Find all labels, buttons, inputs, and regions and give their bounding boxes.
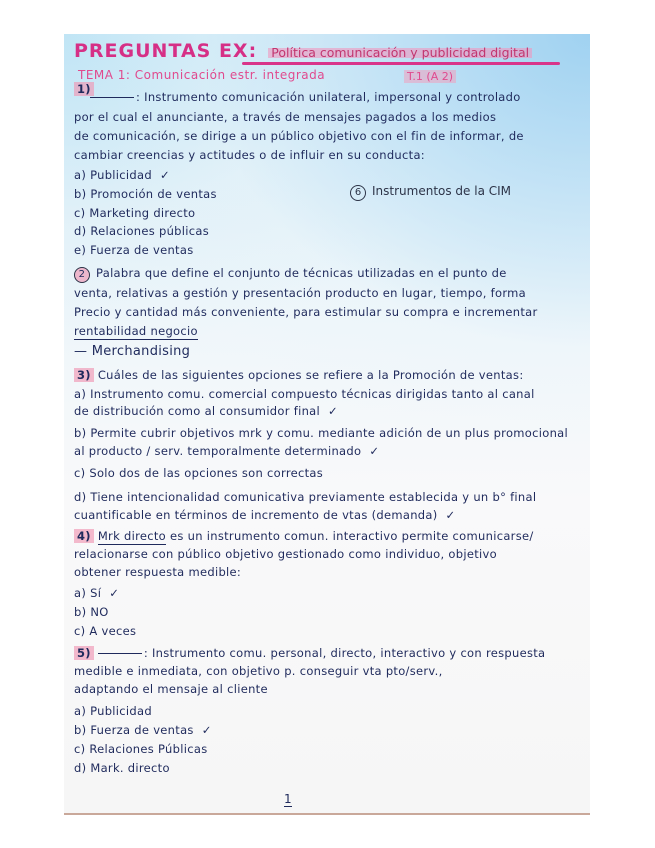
title-subject: Política comunicación y publicidad digital xyxy=(268,45,532,60)
option-1c: c) Marketing directo xyxy=(74,206,196,220)
question-number: 5) xyxy=(74,646,94,660)
question-4-line-3: obtener respuesta medible: xyxy=(74,565,242,579)
option-1a: a) Publicidad ✓ xyxy=(74,168,170,182)
question-number: 1) xyxy=(74,82,94,96)
option-3d-cont: cuantificable en términos de incremento de vtas (demanda) ✓ xyxy=(74,508,456,522)
topic-code: T.1 (A 2) xyxy=(404,70,456,83)
answer-blank xyxy=(90,97,134,98)
question-2-answer: — Merchandising xyxy=(74,344,191,359)
option-3d: d) Tiene intencionalidad comunicativa previamente establecida y un b° final xyxy=(74,490,537,504)
option-3c: c) Solo dos de las opciones son correctas xyxy=(74,466,324,480)
question-1-line-4: cambiar creencias y actitudes o de influir en su conducta: xyxy=(74,148,425,162)
check-mark-icon: ✓ xyxy=(445,508,456,522)
circled-number: 6 xyxy=(350,185,366,201)
option-1e: e) Fuerza de ventas xyxy=(74,243,194,257)
question-2-line-4: rentabilidad negocio xyxy=(74,324,198,338)
question-5-line-1: 5) : Instrumento comu. personal, directo, interactivo y con respuesta xyxy=(74,646,545,660)
question-5-line-2: medible e inmediata, con objetivo p. conseguir vta pto/serv., xyxy=(74,664,443,678)
option-5c: c) Relaciones Públicas xyxy=(74,742,208,756)
check-mark-icon: ✓ xyxy=(328,404,338,418)
option-4a: a) Sí ✓ xyxy=(74,586,120,600)
title-underline xyxy=(242,62,560,65)
question-4-line-2: relacionarse con público objetivo gestionado como individuo, objetivo xyxy=(74,547,497,561)
question-4-line-1: 4) Mrk directo es un instrumento comun. interactivo permite comunicarse/ xyxy=(74,529,534,543)
question-3-line-1: 3) Cuáles de las siguientes opciones se refiere a la Promoción de ventas: xyxy=(74,368,524,382)
side-note: 6 Instrumentos de la CIM xyxy=(350,184,511,201)
title-main: PREGUNTAS EX: xyxy=(74,40,258,62)
question-2-line-3: Precio y cantidad más conveniente, para estimular su compra e incrementar xyxy=(74,305,538,319)
check-mark-icon: ✓ xyxy=(369,444,380,458)
question-number: 3) xyxy=(74,368,94,382)
check-mark-icon: ✓ xyxy=(159,168,170,182)
page-number: 1 xyxy=(284,792,292,806)
option-3b: b) Permite cubrir objetivos mrk y comu. mediante adición de un plus promocional xyxy=(74,426,569,440)
option-3b-cont: al producto / serv. temporalmente determinado ✓ xyxy=(74,444,380,458)
question-1-line-2: por el cual el anunciante, a través de mensajes pagados a los medios xyxy=(74,110,497,124)
question-5-line-3: adaptando el mensaje al cliente xyxy=(74,682,268,696)
check-mark-icon: ✓ xyxy=(109,586,120,600)
question-number: 4) xyxy=(74,529,94,543)
question-2-line-2: venta, relativas a gestión y presentación producto en lugar, tiempo, forma xyxy=(74,286,527,300)
option-1d: d) Relaciones públicas xyxy=(74,224,210,238)
option-5b: b) Fuerza de ventas ✓ xyxy=(74,723,212,737)
option-5a: a) Publicidad xyxy=(74,704,152,718)
option-4c: c) A veces xyxy=(74,624,137,638)
check-mark-icon: ✓ xyxy=(201,723,212,737)
option-3a: a) Instrumento comu. comercial compuesto técnicas dirigidas tanto al canal xyxy=(74,387,535,401)
question-number: 2 xyxy=(74,267,90,283)
question-2-line-1: 2 Palabra que define el conjunto de técnicas utilizadas en el punto de xyxy=(74,266,507,283)
notebook-page xyxy=(64,34,590,815)
option-5d: d) Mark. directo xyxy=(74,761,170,775)
option-1b: b) Promoción de ventas xyxy=(74,187,217,201)
topic-heading: TEMA 1: Comunicación estr. integrada xyxy=(78,68,326,82)
answer-blank xyxy=(98,653,142,654)
question-1-line-3: de comunicación, se dirige a un público objetivo con el fin de informar, de xyxy=(74,129,524,143)
option-3a-cont: de distribución como al consumidor final ✓ xyxy=(74,404,338,418)
page-title xyxy=(74,40,532,62)
option-4b: b) NO xyxy=(74,605,109,619)
question-1-line-1b: : Instrumento comunicación unilateral, impersonal y controlado xyxy=(86,90,521,104)
